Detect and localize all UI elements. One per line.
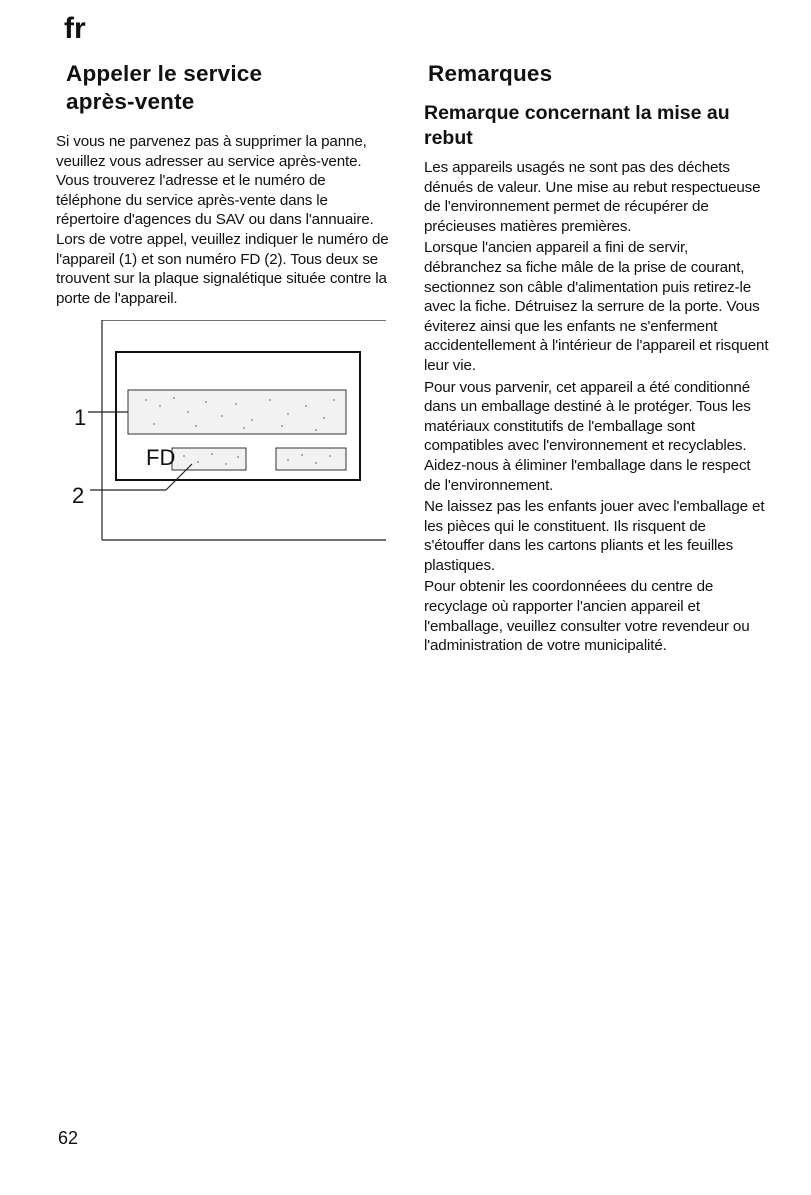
service-section bbox=[56, 60, 392, 550]
disposal-subtitle: Remarque concernant la mise au rebut bbox=[424, 102, 730, 149]
disposal-paragraph: Lorsque l'ancien appareil a fini de servir, débranchez sa fiche mâle de la prise de courant, sectionnez son câble d'alimentation puis retirez-le avec la fiche. Détruisez la serrure de la porte. Vous éviterez ainsi que les enfants ne s'enferment accidentellement à l'intérieur de l'appareil et risquent leur vie. bbox=[424, 239, 769, 374]
fd-text: FD bbox=[146, 445, 176, 471]
disposal-paragraph: Pour vous parvenir, cet appareil a été conditionné dans un emballage destiné à le protéger. Tous les matériaux constitutifs de l'emballage sont compatibles avec l'environnement et recyclables. Aidez-nous à éliminer l'emballage dans le respect de l'environnement. bbox=[424, 378, 751, 494]
disposal-paragraph: Les appareils usagés ne sont pas des déchets dénués de valeur. Une mise au rebut respectueuse de l'environnement permet de récupérer de précieuses matières premières. bbox=[424, 159, 761, 235]
service-title-line1: Appeler le service bbox=[66, 61, 263, 86]
service-title bbox=[66, 60, 392, 116]
service-body: Si vous ne parvenez pas à supprimer la panne, veuillez vous adresser au service après-vente. Vous trouverez l'adresse et le numéro de téléphone du service après-vente dans le répertoire d'agences du SAV ou dans l'annuaire. Lors de votre appel, veuillez indiquer le numéro de l'appareil (1) et son numéro FD (2). Tous deux se trouvent sur la plaque signalétique située contre la porte de l'appareil. bbox=[56, 133, 389, 307]
remarks-section bbox=[424, 60, 769, 658]
appliance-number-label: 1 bbox=[74, 405, 87, 431]
language-tag: fr bbox=[64, 12, 86, 45]
fd-number-label: 2 bbox=[72, 483, 85, 509]
service-title-line2: après-vente bbox=[66, 89, 195, 114]
remarks-title: Remarques bbox=[428, 61, 553, 86]
rating-plate-drawing bbox=[56, 320, 392, 550]
rating-plate-figure bbox=[56, 320, 392, 550]
disposal-paragraph: Pour obtenir les coordonnéees du centre de recyclage où rapporter l'ancien appareil et l'emballage, veuillez consulter votre revendeur ou l'administration de votre municipalité. bbox=[424, 578, 750, 655]
disposal-paragraph: Ne laissez pas les enfants jouer avec l'emballage et les pièces qui le constituent. Ils risquent de s'étouffer dans les cartons pliants et les feuilles plastiques. bbox=[424, 498, 765, 574]
page-number: 62 bbox=[58, 1128, 79, 1148]
